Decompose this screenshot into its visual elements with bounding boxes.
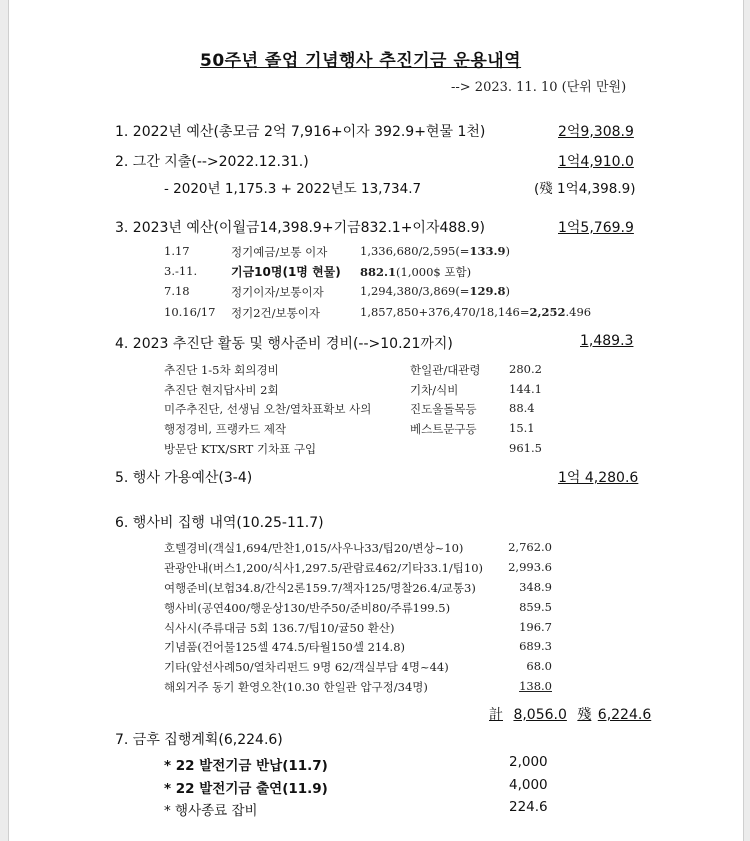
s4-row-item: 추진단 1-5차 회의경비 <box>164 363 279 377</box>
s6-row-amount: 859.5 <box>519 600 552 614</box>
section-2-amount: 1억4,910.0 <box>558 154 634 170</box>
s6-row-item: 기념품(건어물125셀 474.5/타월150셀 214.8) <box>164 640 405 654</box>
s4-row-vendor: 기차/식비 <box>410 383 459 397</box>
s6-row-item: 해외거주 동기 환영오찬(10.30 한일관 압구정/34명) <box>164 680 428 694</box>
s3-row-value: 1,336,680/2,595(=133.9) <box>360 244 510 258</box>
s6-row-item: 여행준비(보험34.8/간식2론159.7/책자125/명찰26.4/교통3) <box>164 581 476 595</box>
document-page <box>8 0 744 841</box>
s4-row-vendor: 베스트문구등 <box>410 422 477 436</box>
section-2-balance: (殘 1억4,398.9) <box>534 181 636 197</box>
section-7-label: 7. 금후 집행계획(6,224.6) <box>115 732 283 748</box>
s4-row-item: 행정경비, 프랭카드 제작 <box>164 422 287 436</box>
s7-row-amount: 2,000 <box>509 754 548 770</box>
s7-row-item: * 22 발전기금 반납(11.7) <box>164 758 328 774</box>
s4-row-vendor: 진도울돌목등 <box>410 402 477 416</box>
s6-row-amount: 689.3 <box>519 639 552 653</box>
s4-row-amount: 88.4 <box>509 401 535 415</box>
s7-row-amount: 224.6 <box>509 799 548 815</box>
s4-row-amount: 144.1 <box>509 382 542 396</box>
section-5-amount: 1억 4,280.6 <box>558 470 639 486</box>
s4-row-amount: 15.1 <box>509 421 535 435</box>
document-date: --> 2023. 11. 10 (단위 만원) <box>451 80 627 95</box>
s6-row-amount: 68.0 <box>526 659 552 673</box>
s3-row-value: 882.1(1,000$ 포함) <box>360 265 472 279</box>
s3-row-date: 7.18 <box>164 284 190 298</box>
balance-amount: 6,224.6 <box>597 707 652 723</box>
section-2-detail: - 2020년 1,175.3 + 2022년도 13,734.7 <box>164 181 422 197</box>
s6-row-item: 식사시(주류대금 5회 136.7/팁10/귤50 환산) <box>164 621 395 635</box>
s3-row-value: 1,294,380/3,869(=129.8) <box>360 284 510 298</box>
s6-row-item: 호텔경비(객실1,694/만찬1,015/사우나33/팁20/변상~10) <box>164 541 464 555</box>
s7-row-item: * 행사종료 잡비 <box>164 803 258 819</box>
s4-row-amount: 961.5 <box>509 441 542 455</box>
section-3-label: 3. 2023년 예산(이월금14,398.9+기금832.1+이자488.9) <box>115 220 486 236</box>
section-2-label: 2. 그간 지출(-->2022.12.31.) <box>115 154 309 170</box>
s4-row-amount: 280.2 <box>509 362 542 376</box>
s3-row-value: 1,857,850+376,470/18,146=2,252.496 <box>360 305 592 319</box>
s3-row-date: 3.-11. <box>164 264 198 278</box>
s6-row-amount: 2,762.0 <box>508 540 552 554</box>
document-title: 50주년 졸업 기념행사 추진기금 운용내역 <box>200 51 522 71</box>
section-3-amount: 1억5,769.9 <box>558 220 634 236</box>
balance-label: 殘 <box>577 707 592 723</box>
s3-row-date: 1.17 <box>164 244 190 258</box>
section-5-label: 5. 행사 가용예산(3-4) <box>115 470 253 486</box>
s6-row-item: 관광안내(버스1,200/식사1,297.5/관람료462/기타33.1/팁10) <box>164 561 484 575</box>
s3-row-desc: 정기2건/보통이자 <box>231 306 320 320</box>
section-6-label: 6. 행사비 집행 내역(10.25-11.7) <box>115 515 324 531</box>
s4-row-item: 방문단 KTX/SRT 기차표 구입 <box>164 442 317 456</box>
s7-row-amount: 4,000 <box>509 777 548 793</box>
total-amount: 8,056.0 <box>513 707 567 723</box>
s6-row-amount: 196.7 <box>519 620 552 634</box>
section-1-label: 1. 2022년 예산(총모금 2억 7,916+이자 392.9+현물 1천) <box>115 124 486 140</box>
s6-row-item: 행사비(공연400/행운상130/반주50/준비80/주류199.5) <box>164 601 451 615</box>
s3-row-desc: 정기예금/보통 이자 <box>231 245 328 259</box>
s4-row-item: 미주추진단, 선생님 오찬/열차표확보 사의 <box>164 402 372 416</box>
s3-row-desc: 기금10명(1명 현물) <box>231 265 341 279</box>
s6-row-amount: 2,993.6 <box>508 560 552 574</box>
s3-row-desc: 정기이자/보통이자 <box>231 285 324 299</box>
s3-row-date: 10.16/17 <box>164 305 216 319</box>
s4-row-item: 추진단 현지답사비 2회 <box>164 383 279 397</box>
s6-row-amount: 138.0 <box>519 679 552 693</box>
section-4-label: 4. 2023 추진단 활동 및 행사준비 경비(-->10.21까지) <box>115 336 453 352</box>
s7-row-item: * 22 발전기금 출연(11.9) <box>164 781 328 797</box>
s6-row-item: 기타(앞선사례50/열차리펀드 9명 62/객실부담 4명~44) <box>164 660 449 674</box>
total-label: 計 <box>489 707 503 723</box>
section-4-amount: 1,489.3 <box>580 333 634 349</box>
section-6-total <box>489 704 651 724</box>
s4-row-vendor: 한일관/대관령 <box>410 363 481 377</box>
s6-row-amount: 348.9 <box>519 580 552 594</box>
section-1-amount: 2억9,308.9 <box>558 124 634 140</box>
